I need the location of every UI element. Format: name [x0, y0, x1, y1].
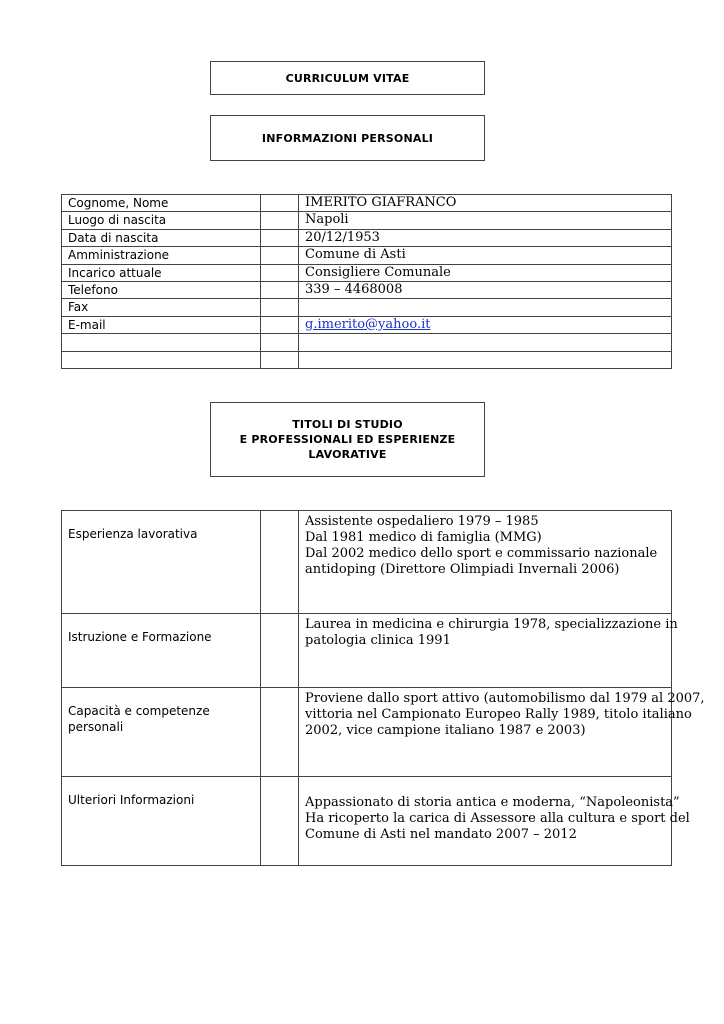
cv-title-box [210, 61, 485, 95]
value-cell [299, 299, 672, 316]
spacer-cell [261, 688, 299, 777]
spacer-cell [261, 247, 299, 264]
text-line: Ha ricoperto la carica di Assessore alla cultura e sport del [305, 811, 690, 826]
spacer-cell [261, 229, 299, 246]
spacer-cell [261, 264, 299, 281]
value-cell: Comune di Asti [299, 247, 672, 264]
text-line: Dal 2002 medico dello sport e commissario nazionale [305, 546, 658, 561]
label-cell: Telefono [62, 281, 261, 298]
label-cell: Ulteriori Informazioni [62, 777, 261, 866]
value-cell: IMERITO GIAFRANCO [299, 195, 672, 212]
label-cell: Esperienza lavorativa [62, 511, 261, 614]
label-cell: Amministrazione [62, 247, 261, 264]
cv-title: CURRICULUM VITAE [285, 71, 410, 85]
value-cell [299, 316, 672, 333]
spacer-cell [261, 511, 299, 614]
email-link[interactable]: g.imerito@yahoo.it [305, 316, 431, 332]
studies-header-line: LAVORATIVE [308, 448, 387, 461]
table-row [62, 316, 672, 333]
studies-header-line: TITOLI DI STUDIO [292, 418, 403, 431]
value-cell: 20/12/1953 [299, 229, 672, 246]
spacer-cell [261, 316, 299, 333]
table-row [62, 334, 672, 351]
personal-info-header-box [210, 115, 485, 161]
label-line: personali [68, 720, 124, 734]
spacer-cell [261, 195, 299, 212]
text-line: Dal 1981 medico di famiglia (MMG) [305, 530, 542, 545]
table-row [62, 777, 672, 866]
value-cell [299, 334, 672, 351]
spacer-cell [261, 351, 299, 368]
text-line: Comune di Asti nel mandato 2007 – 2012 [305, 827, 577, 842]
value-cell [299, 351, 672, 368]
personal-info-header: INFORMAZIONI PERSONALI [261, 131, 434, 145]
label-cell: Incarico attuale [62, 264, 261, 281]
studies-header-box [210, 402, 485, 477]
table-row [62, 212, 672, 229]
label-cell [62, 351, 261, 368]
table-row [62, 614, 672, 688]
spacer-cell [261, 777, 299, 866]
label-cell [62, 334, 261, 351]
spacer-cell [261, 334, 299, 351]
label-cell: E-mail [62, 316, 261, 333]
label-cell: Istruzione e Formazione [62, 614, 261, 688]
value-cell [299, 511, 672, 614]
spacer-cell [261, 281, 299, 298]
table-row [62, 511, 672, 614]
text-line: vittoria nel Campionato Europeo Rally 1989, titolo italiano [305, 707, 692, 722]
value-cell [299, 614, 678, 688]
value-cell: Consigliere Comunale [299, 264, 672, 281]
personal-info-table [61, 194, 672, 369]
table-row [62, 229, 672, 246]
table-row [62, 247, 672, 264]
table-row [62, 299, 672, 316]
label-line: Capacità e competenze [68, 704, 210, 718]
studies-header-line: E PROFESSIONALI ED ESPERIENZE [239, 433, 456, 446]
table-row [62, 264, 672, 281]
text-line: patologia clinica 1991 [305, 633, 451, 648]
label-cell: Luogo di nascita [62, 212, 261, 229]
value-cell [299, 688, 705, 777]
spacer-cell [261, 299, 299, 316]
spacer-cell [261, 212, 299, 229]
table-row [62, 351, 672, 368]
studies-table [61, 510, 705, 866]
table-row [62, 281, 672, 298]
value-cell [299, 777, 690, 866]
label-cell: Data di nascita [62, 229, 261, 246]
text-line: antidoping (Direttore Olimpiadi Invernali 2006) [305, 562, 620, 577]
text-line: Laurea in medicina e chirurgia 1978, specializzazione in [305, 617, 678, 632]
spacer-cell [261, 614, 299, 688]
text-line: Proviene dallo sport attivo (automobilismo dal 1979 al 2007, [305, 691, 705, 706]
text-line: 2002, vice campione italiano 1987 e 2003) [305, 723, 586, 738]
value-cell: 339 – 4468008 [299, 281, 672, 298]
text-line: Assistente ospedaliero 1979 – 1985 [305, 514, 539, 529]
text-line: Appassionato di storia antica e moderna, “Napoleonista” [305, 795, 680, 810]
label-cell: Fax [62, 299, 261, 316]
value-cell: Napoli [299, 212, 672, 229]
table-row [62, 688, 672, 777]
label-cell [62, 688, 261, 777]
table-row [62, 195, 672, 212]
label-cell: Cognome, Nome [62, 195, 261, 212]
